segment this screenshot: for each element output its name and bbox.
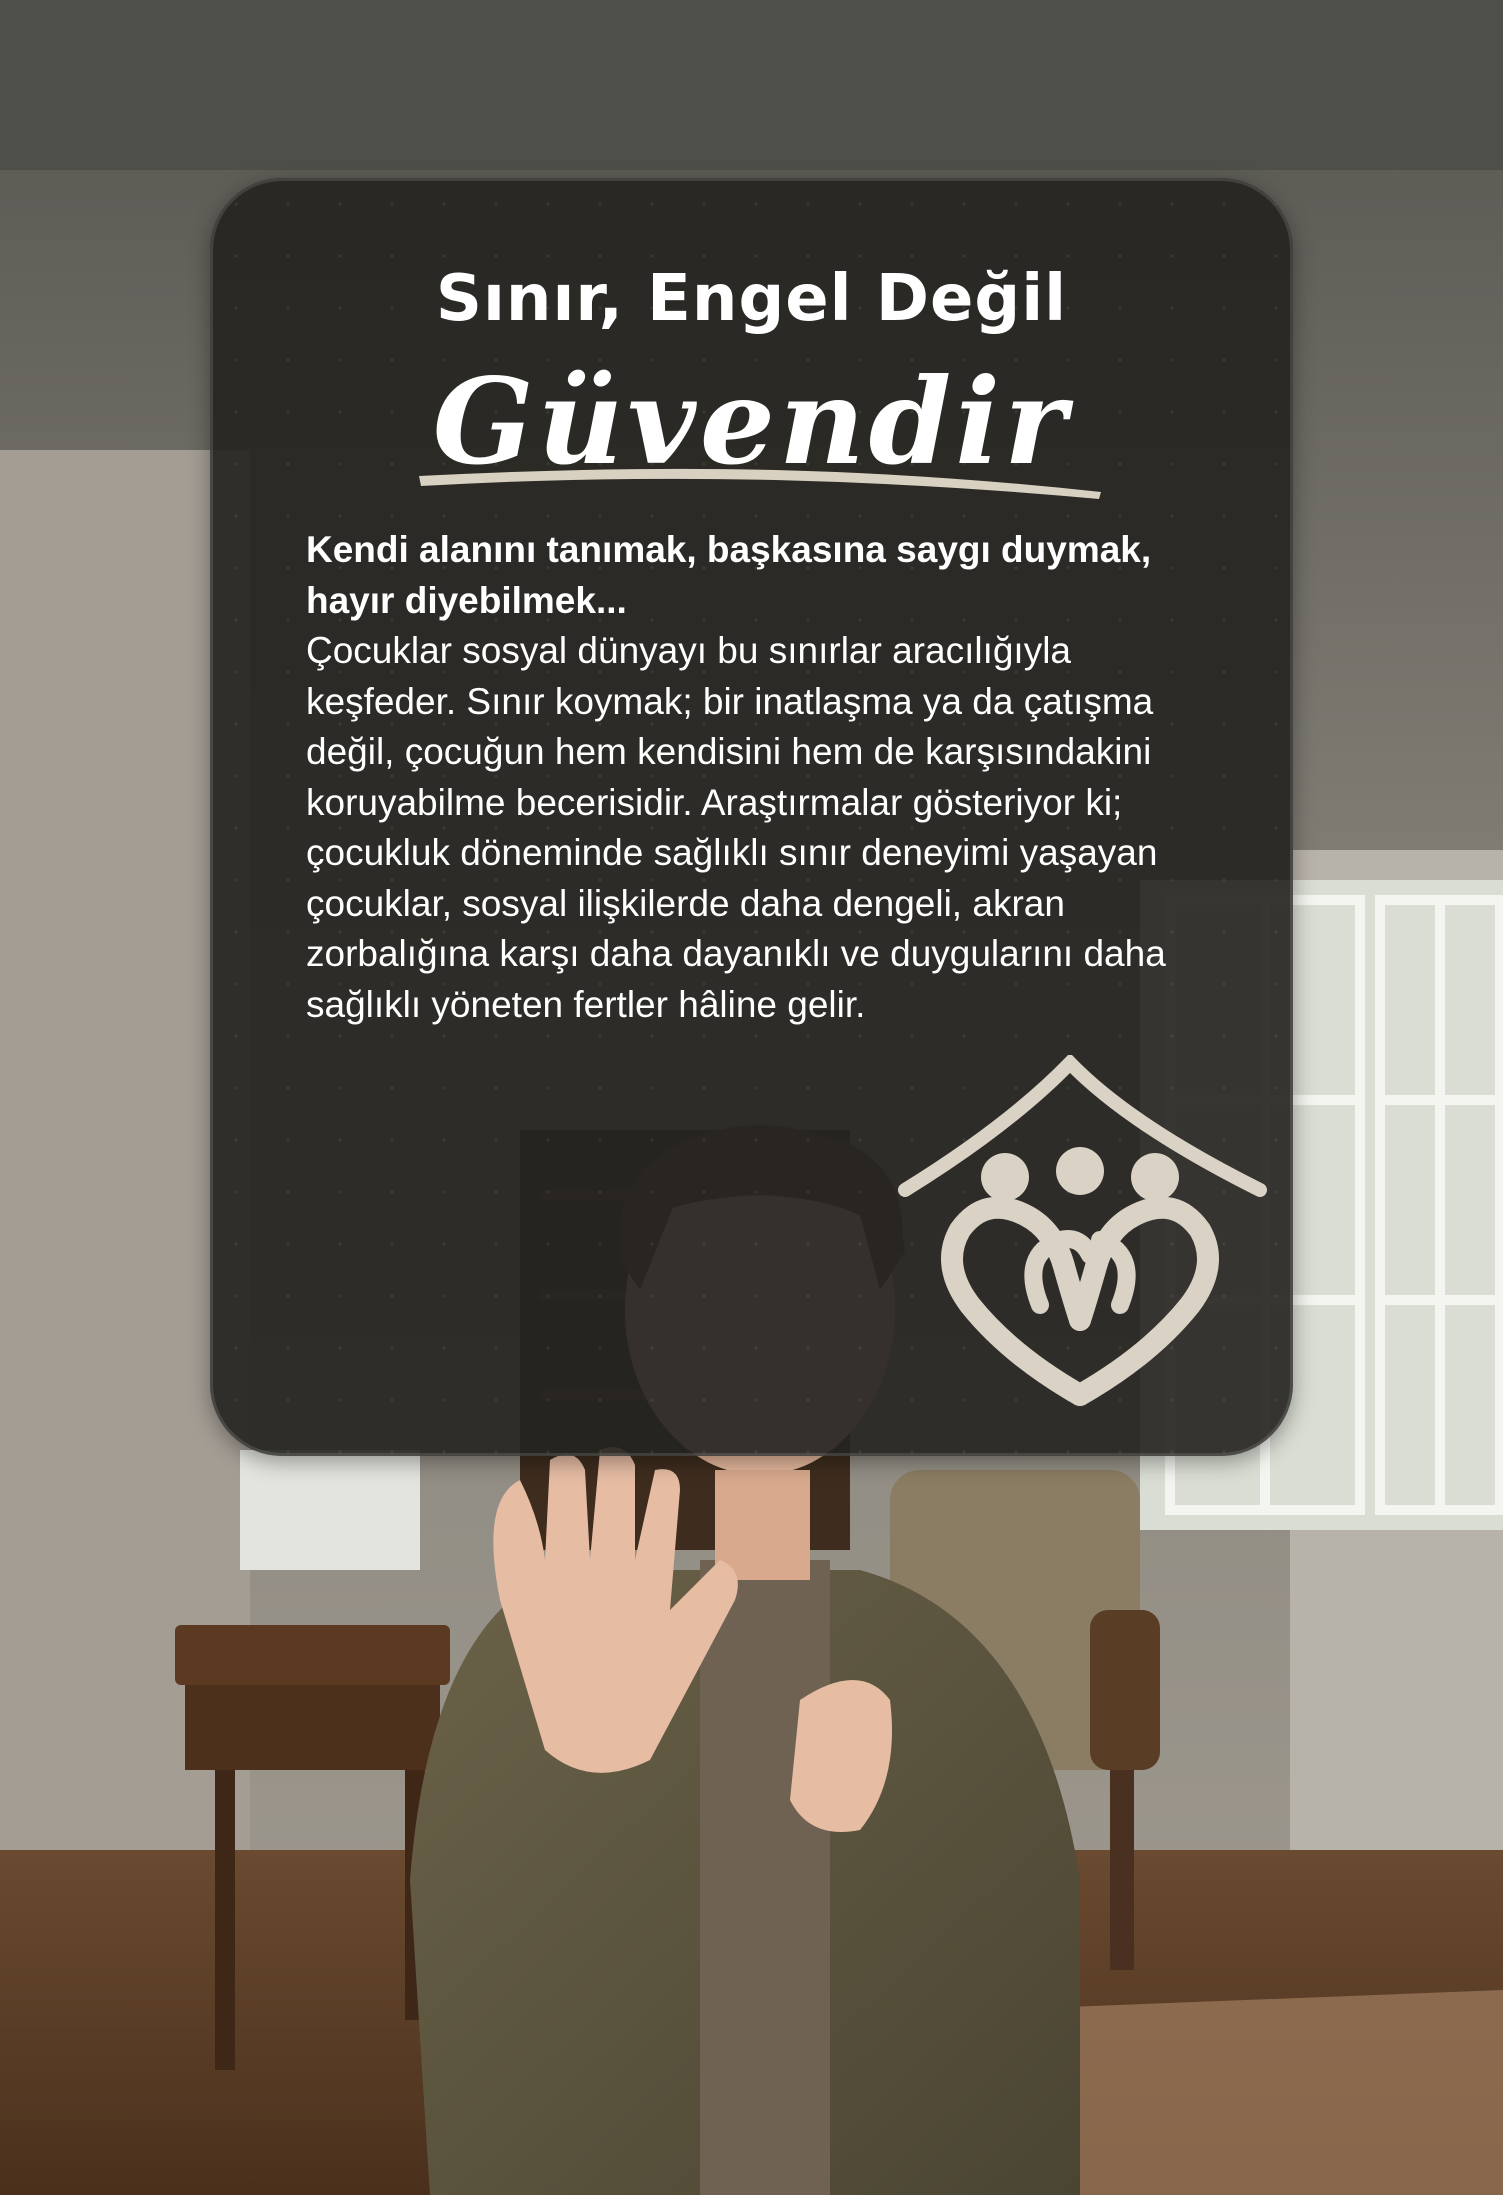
headline: Sınır, Engel Değil [435,262,1068,336]
accent-word: Güvendir [432,352,1071,491]
body-paragraph: Çocuklar sosyal dünyayı bu sınırlar aracılığıyla keşfeder. Sınır koymak; bir inatlaşma ya da çatışma değil, çocuğun hem kendisini hem de karşısındakini koruyabilme becerisidir. Araştırmalar gösteriyor ki; çocukluk döneminde sağlıklı sınır deneyimi yaşayan çocuklar, sosyal ilişkilerde daha dengeli, akran zorbalığına karşı daha dayanıklı ve duygularını daha sağlıklı yöneten fertler hâline gelir. [306,630,1166,1025]
house-people-heart-logo [890,1055,1270,1455]
body-text [306,525,1186,1030]
brush-underline [415,452,1105,502]
lead-text: Kendi alanını tanımak, başkasına saygı duymak, hayır diyebilmek... [306,529,1152,621]
